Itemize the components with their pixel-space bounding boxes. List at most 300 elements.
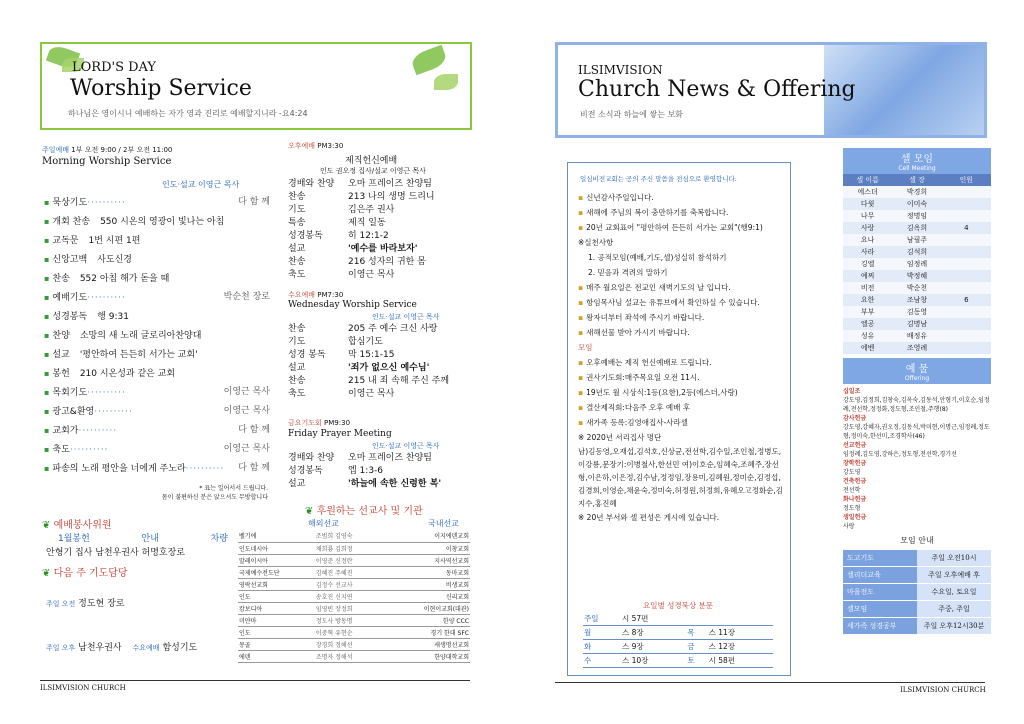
offering-sub: Offering (904, 375, 930, 382)
meeting-guide-rows (843, 550, 991, 634)
order-name: ▪ 예배기도 (44, 293, 87, 303)
meeting-label: 세가족 성경공부 (843, 618, 917, 634)
offering-names: 임정례,김도영,강하은,정도형,전선학,경기선 (843, 451, 957, 458)
offering-names: 전선학 (843, 487, 861, 494)
cell-value: 사라 (860, 248, 875, 256)
offering-label: 선교헌금 (843, 442, 867, 449)
bullet-icon: ▪ (578, 193, 584, 202)
cell-row (843, 318, 991, 330)
order-item (44, 440, 270, 459)
order-detail: 김은주 권사 (348, 205, 395, 215)
mission-domestic: 새생명선교회 (434, 641, 469, 649)
friday-time (288, 418, 350, 428)
cell-value (942, 330, 991, 342)
order-name: ▪ 설교 (44, 350, 70, 360)
order-item (44, 364, 270, 383)
order-name: 성경봉독 (288, 231, 323, 241)
footer-rule (555, 682, 985, 683)
reading-cell: 시 58편 (708, 656, 736, 665)
meeting-label: 마을전도 (843, 584, 917, 600)
order-item (44, 383, 270, 402)
order-name: 설교 (288, 479, 306, 489)
order-name: 찬송 (288, 376, 306, 386)
news-item (578, 400, 784, 415)
order-name: ▪ 신앙고백 (44, 255, 87, 265)
morning-time (42, 145, 172, 155)
meeting-label: 도고기도 (843, 550, 917, 566)
mission-country: 캄보디아 (239, 605, 263, 613)
cell-value: 사랑 (860, 224, 875, 232)
order-name: 기도 (288, 205, 306, 215)
order-detail: 이영근 목사 (223, 387, 270, 397)
meeting-row (843, 550, 991, 566)
friday-title: Friday Prayer Meeting (288, 429, 392, 439)
cell-value: 6 (964, 296, 969, 304)
news-item (578, 280, 784, 295)
cell-value: 엘공 (860, 320, 875, 328)
news-text: 19년도 월 시상식:1등(요한),2등(에스더,사랑) (586, 388, 738, 397)
offering-names: 정도형 (843, 505, 861, 512)
mission-domestic: 동마교회 (445, 569, 469, 577)
cell-value: 요나 (860, 236, 875, 244)
cell-value: 예찌 (860, 272, 875, 280)
cell-row (843, 186, 991, 198)
mission-country: 에덴 (239, 653, 251, 661)
news-text: 매주 월요일은 전교인 새벽기도의 날 입니다. (586, 283, 731, 292)
cell-value: 부부 (860, 308, 875, 316)
cell-value: 임정례 (906, 260, 928, 268)
order-name: 성경 봉독 (288, 350, 326, 360)
reading-cell: 수 (584, 656, 592, 665)
reading-title: 요일별 성경묵상 분문 (643, 601, 713, 610)
wed-name: 함성기도 (162, 643, 198, 653)
leaf-decoration (434, 74, 458, 90)
order-row (288, 178, 468, 191)
header-kicker: ILSIMVISION (578, 63, 663, 77)
order-detail: 550 시온의 영광이 빛나는 아침 (100, 217, 225, 227)
cell-value: 이미숙 (906, 200, 928, 208)
mission-domestic: 비생교회 (445, 581, 469, 589)
mission-names: 임영빈 장정희 (315, 605, 353, 613)
cell-value: 김동영 (906, 308, 928, 316)
order-item (44, 307, 270, 326)
offering-header (843, 358, 991, 384)
cell-value: 비전 (860, 284, 875, 292)
mission-country: 미얀마 (239, 617, 257, 625)
friday-leader: 인도·설교 이영근 목사 (372, 442, 440, 450)
page-title: Church News & Offering (578, 77, 856, 102)
cell-value: 조남창 (906, 296, 928, 304)
meeting-time: 수요일, 토요일 (917, 584, 991, 600)
bullet-icon: ▪ (578, 388, 584, 397)
order-name: 찬송 (288, 324, 306, 334)
mission-row (238, 614, 470, 626)
cell-value: 에벤 (860, 344, 875, 352)
mission-country: 영락선교회 (239, 581, 268, 589)
cell-value: 조영례 (906, 344, 928, 352)
reading-cell: 스 9장 (621, 642, 644, 651)
plan-item: 2. 믿음과 격려의 말하기 (588, 268, 668, 277)
order-name: 찬송 (288, 192, 306, 202)
dot-leader: ·········· (87, 198, 126, 208)
wednesday-leader: 인도·설교 이영근 목사 (372, 313, 440, 321)
missions-table (238, 530, 470, 663)
wednesday-title: Wednesday Worship Service (288, 300, 417, 310)
offering-names: 강도영,김정희,김창숙,김옥숙,김동석,안형기,이호순,임정례,전선학,정정화,정도형,조인철,주행(8) (843, 397, 990, 413)
reading-row (583, 654, 773, 668)
offering-label: 장학헌금 (843, 460, 867, 467)
cell-value: 나무 (860, 212, 875, 220)
reading-cell: 목 (687, 628, 695, 637)
meet-title: 모임 (578, 343, 593, 352)
news-item (578, 385, 784, 400)
leaf-icon: ❦ (42, 520, 51, 531)
left-footer: ILSIMVISION CHURCH (40, 684, 126, 692)
meeting-row (843, 567, 991, 583)
morning-leader (162, 179, 239, 190)
offering-names: 사랑 (843, 523, 855, 530)
mission-domestic: 신리교회 (445, 593, 469, 601)
mission-row (238, 650, 470, 662)
news-list (578, 190, 784, 525)
bullet-icon: ▪ (578, 328, 584, 337)
order-item (44, 269, 270, 288)
mission-row (238, 578, 470, 590)
cell-value: 김명남 (906, 320, 928, 328)
cell-row (843, 246, 991, 258)
bullet-icon: ▪ (578, 373, 584, 382)
meeting-time: 주일 오전10시 (917, 550, 991, 566)
meeting-row (843, 601, 991, 617)
missions-col-1: 해외선교 (308, 519, 339, 528)
evening-order (288, 178, 468, 282)
cell-header (843, 148, 991, 174)
tithe-note: ※ 20년 부서와 셀 편성은 게시에 있습니다. (578, 513, 720, 522)
order-name: ▪ 찬송 (44, 274, 70, 284)
evening-time (288, 141, 343, 151)
meeting-time: 주중, 주일 (917, 601, 991, 617)
mission-names: 조명자 정해석 (315, 653, 353, 661)
dot-leader: ·········· (69, 445, 109, 455)
order-detail: 히 12:1-2 (348, 231, 389, 241)
news-item (578, 190, 784, 205)
mission-names: 김정수 선교사 (315, 581, 353, 589)
reading-cell: 스 11장 (708, 628, 736, 637)
order-row (288, 204, 468, 217)
cell-row (843, 282, 991, 294)
wednesday-order (288, 323, 468, 401)
order-name: ▪ 봉헌 (44, 369, 70, 379)
mission-names: 장경희 정해선 (315, 641, 353, 649)
order-name: ▪ 교회가 (44, 426, 79, 436)
meeting-row (843, 618, 991, 634)
pm-label: 주일 오후 (46, 644, 76, 652)
meeting-label: 셀모임 (843, 601, 917, 617)
cell-row (843, 198, 991, 210)
servants-title-text: 예배봉사위원 (53, 520, 112, 531)
reading-cell: 주일 (584, 614, 599, 623)
order-detail: 1번 시편 1편 (88, 236, 141, 246)
mission-domestic: 한양대학교회 (434, 653, 469, 661)
news-item (578, 295, 784, 310)
dot-leader: ·········· (87, 388, 126, 398)
order-detail: 행 9:31 (97, 312, 129, 322)
servants-cols (58, 531, 228, 544)
morning-time-value: 1부 오전 9:00 / 2부 오전 11:00 (71, 146, 173, 154)
cell-value: 깅엘 (860, 260, 875, 268)
next-prayer-title-text: 다음 주 기도담당 (53, 568, 128, 579)
cell-row (843, 258, 991, 270)
news-item (578, 325, 784, 340)
meeting-label: 셀리더교육 (843, 567, 917, 583)
mission-row (238, 602, 470, 614)
order-detail: '평안하여 든든히 서가는 교회' (79, 350, 198, 360)
mission-row (238, 530, 470, 542)
offering-label: 건축헌금 (843, 478, 867, 485)
mission-row (238, 554, 470, 566)
order-detail: 205 주 예수 크신 사랑 (348, 324, 438, 334)
cell-value: 성유 (860, 332, 875, 340)
order-row (288, 269, 468, 282)
bullet-icon: ▪ (578, 313, 584, 322)
news-text: 권사기도회:매주목요일 오전 11시. (586, 373, 700, 382)
order-name: ▪ 교독문 (44, 236, 79, 246)
dot-leader: ·········· (94, 407, 133, 417)
mission-row (238, 566, 470, 578)
cell-value: 4 (964, 224, 969, 232)
bullet-icon: ▪ (578, 283, 584, 292)
order-name: ▪ 성경봉독 (44, 312, 87, 322)
mission-names: 이중혁 유현순 (315, 629, 353, 637)
order-name: 설교 (288, 244, 306, 254)
fri-time-value: PM9:30 (324, 419, 351, 427)
offering-label: 화나헌금 (843, 496, 867, 503)
left-header (40, 42, 472, 130)
cell-value (942, 282, 991, 294)
cell-value (942, 246, 991, 258)
order-detail: 210 시온성과 같은 교회 (79, 369, 176, 379)
mission-names: 조범희 김영숙 (315, 533, 353, 541)
order-row (288, 243, 468, 256)
order-row (288, 323, 468, 336)
order-detail: 다 함 께 (238, 425, 270, 435)
right-footer: ILSIMVISION CHURCH (900, 686, 986, 694)
order-detail: 합심기도 (348, 337, 383, 347)
cell-value: 에스더 (857, 188, 878, 196)
order-detail: 막 15:1-15 (348, 350, 395, 360)
dot-leader: ·········· (78, 426, 118, 436)
mission-country: 인도 (239, 629, 251, 637)
order-item (44, 250, 270, 269)
order-item (44, 288, 270, 307)
offering-label: 감사헌금 (843, 415, 867, 422)
mission-row (238, 542, 470, 554)
wed-time-value: PM7:30 (317, 291, 344, 299)
order-detail: 215 내 죄 속해 주신 주께 (348, 376, 450, 386)
news-text: 왕자녀부터 좌석에 주시기 바랍니다. (586, 313, 705, 322)
order-detail: 소망의 새 노래 글로리아찬양대 (79, 331, 202, 341)
offering-title: 예 물 (905, 364, 929, 375)
cell-col: 셀 장 (909, 176, 925, 184)
offering-label: 생일헌금 (843, 514, 867, 521)
cell-value (942, 258, 991, 270)
order-name: 기도 (288, 337, 306, 347)
order-name: 경배와 찬양 (288, 453, 335, 463)
cell-value (942, 318, 991, 330)
mission-country: 몽골 (239, 641, 251, 649)
reading-row (583, 626, 773, 640)
mission-names: 채희룡 김희정 (315, 545, 353, 553)
bullet-icon: ▪ (578, 223, 584, 232)
reading-cell: 스 8장 (621, 628, 644, 637)
cell-rows (843, 186, 991, 354)
order-detail: 이영근 목사 (223, 406, 270, 416)
cell-value (942, 234, 991, 246)
order-item (44, 459, 270, 478)
order-detail: 이영근 목사 (348, 389, 395, 399)
cell-value (942, 270, 991, 282)
next-prayer-title (42, 564, 128, 579)
mission-domestic: 한양 CCC (442, 617, 469, 625)
order-row (288, 256, 468, 269)
news-text: 새해선물 받아 가시기 바랍니다. (586, 328, 690, 337)
order-detail: 다 함 께 (238, 463, 270, 473)
cell-value: 박정혜 (906, 272, 928, 280)
leaf-icon: ❦ (42, 568, 51, 579)
order-row (288, 349, 468, 362)
order-name: ▪ 축도 (44, 445, 70, 455)
mission-row (238, 626, 470, 638)
note-line-2: 몸이 불편하신 분은 앉으셔도 무방합니다 (161, 494, 268, 501)
order-name: 찬송 (288, 257, 306, 267)
order-detail: '죄가 없으신 예수님' (348, 363, 430, 373)
mission-row (238, 638, 470, 650)
order-name: 설교 (288, 363, 306, 373)
order-row (288, 465, 468, 478)
cell-value: 박순천 (906, 284, 928, 292)
news-item (578, 355, 784, 370)
meeting-row (843, 584, 991, 600)
order-name: ▪ 묵상기도 (44, 198, 87, 208)
reading-cell: 스 10장 (621, 656, 649, 665)
reading-cell: 금 (687, 642, 695, 651)
wed-label: 수요예배 (132, 644, 160, 652)
mission-names: 김혜진 주혜진 (315, 569, 353, 577)
evening-time-value: PM3:30 (317, 142, 344, 150)
header-verse: 하나님은 영이시니 예배하는 자가 영과 진리로 예배할지니라 -요4:24 (68, 109, 308, 118)
news-item (578, 310, 784, 325)
order-name: 성경봉독 (288, 466, 323, 476)
cell-value (942, 186, 991, 198)
note-line-1: * 표는 일어서서 드립니다. (199, 485, 268, 492)
mission-domestic: 지사역선교회 (434, 557, 469, 565)
morning-leader-text: 인도·설교 이영근 목사 (162, 180, 240, 189)
cell-row (843, 222, 991, 234)
order-detail: 다 함 께 (238, 197, 270, 207)
order-detail: 552 아침 해가 돋을 때 (79, 274, 170, 284)
bullet-icon: ▪ (578, 403, 584, 412)
cell-row (843, 342, 991, 354)
cell-value (942, 306, 991, 318)
am-name: 정도현 장로 (78, 599, 125, 609)
cell-meeting-panel (843, 148, 991, 635)
order-row (288, 452, 468, 465)
reading-cell: 토 (687, 656, 695, 665)
reading-cell: 시 57편 (621, 614, 649, 623)
mission-country: 국제예수전도단 (239, 569, 280, 577)
order-item (44, 402, 270, 421)
order-row (288, 388, 468, 401)
plan-item: 1. 공적모임(예배,기도,셀)성실히 참석하기 (588, 253, 727, 262)
order-item (44, 231, 270, 250)
order-name: ▪ 개회 찬송 (44, 217, 90, 227)
cell-row (843, 306, 991, 318)
news-text: 신년감사주일입니다. (586, 193, 654, 202)
order-detail: 박순천 장로 (223, 292, 270, 302)
header-subtitle: 비전 소식과 하늘에 쌓는 보화 (580, 110, 683, 119)
news-item (578, 205, 784, 220)
servants-col: 안내 (141, 534, 159, 544)
mission-row (238, 590, 470, 602)
reading-row (583, 640, 773, 654)
mission-domestic: 이창교회 (445, 545, 469, 553)
order-row (288, 362, 468, 375)
order-name: ▪ 광고&환영 (44, 407, 94, 417)
cell-value: 남필주 (906, 236, 928, 244)
reading-cell (686, 612, 707, 626)
next-prayer-am (46, 596, 125, 609)
leaf-decoration (410, 45, 449, 75)
wed-time-label: 수요예배 (288, 291, 316, 299)
order-item (44, 345, 270, 364)
order-detail: 제직 일동 (348, 218, 386, 228)
mission-country: 인도 (239, 593, 251, 601)
order-row (288, 478, 468, 491)
order-row (288, 217, 468, 230)
header-kicker: LORD'S DAY (72, 60, 156, 75)
order-item (44, 193, 270, 212)
reading-row (583, 612, 773, 626)
standing-note (150, 483, 268, 501)
cell-col: 셀 이름 (856, 176, 879, 184)
order-name: ▪ 찬양 (44, 331, 70, 341)
order-name: 축도 (288, 270, 306, 280)
order-name: 경배와 찬양 (288, 179, 335, 189)
cell-value: 김석희 (906, 248, 928, 256)
cell-value (942, 342, 991, 354)
cell-value: 정명임 (906, 212, 928, 220)
order-name: 특송 (288, 218, 306, 228)
dot-leader: ·········· (87, 293, 126, 303)
order-name: 축도 (288, 389, 306, 399)
wednesday-time (288, 290, 343, 300)
servants-col: 차량 (210, 534, 228, 544)
order-row (288, 230, 468, 243)
news-text: 결산제직회:다음주 오후 예배 후 (586, 403, 690, 412)
cell-value: 요한 (860, 296, 875, 304)
order-item (44, 421, 270, 440)
elders-title: ※ 2020년 서리집사 명단 (578, 433, 662, 442)
evening-time-label: 오후예배 (288, 142, 316, 150)
elders-list: 남)김동영,오재섭,김석호,신상균,전선학,김수일,조인철,정병도,이강룡,문장기:이병철사,한선민 여)이호순,임혜숙,조혜주,장선형,이은하,이은정,김수남,정정임,장용미,김혜원,정미순,김정섭,김경희,이영순,채윤숙,정미숙,허정원,허정희,유혜오고정화순,김지수,홍진혜 (578, 447, 784, 508)
cell-value: 다윗 (860, 200, 875, 208)
morning-time-label: 주일예배 (42, 146, 70, 154)
mission-domestic: 이현이교회(대관) (423, 605, 469, 613)
order-detail: 오마 프레이즈 찬양팀 (348, 179, 432, 189)
cell-row (843, 234, 991, 246)
servants-title (42, 516, 112, 531)
cell-row (843, 210, 991, 222)
